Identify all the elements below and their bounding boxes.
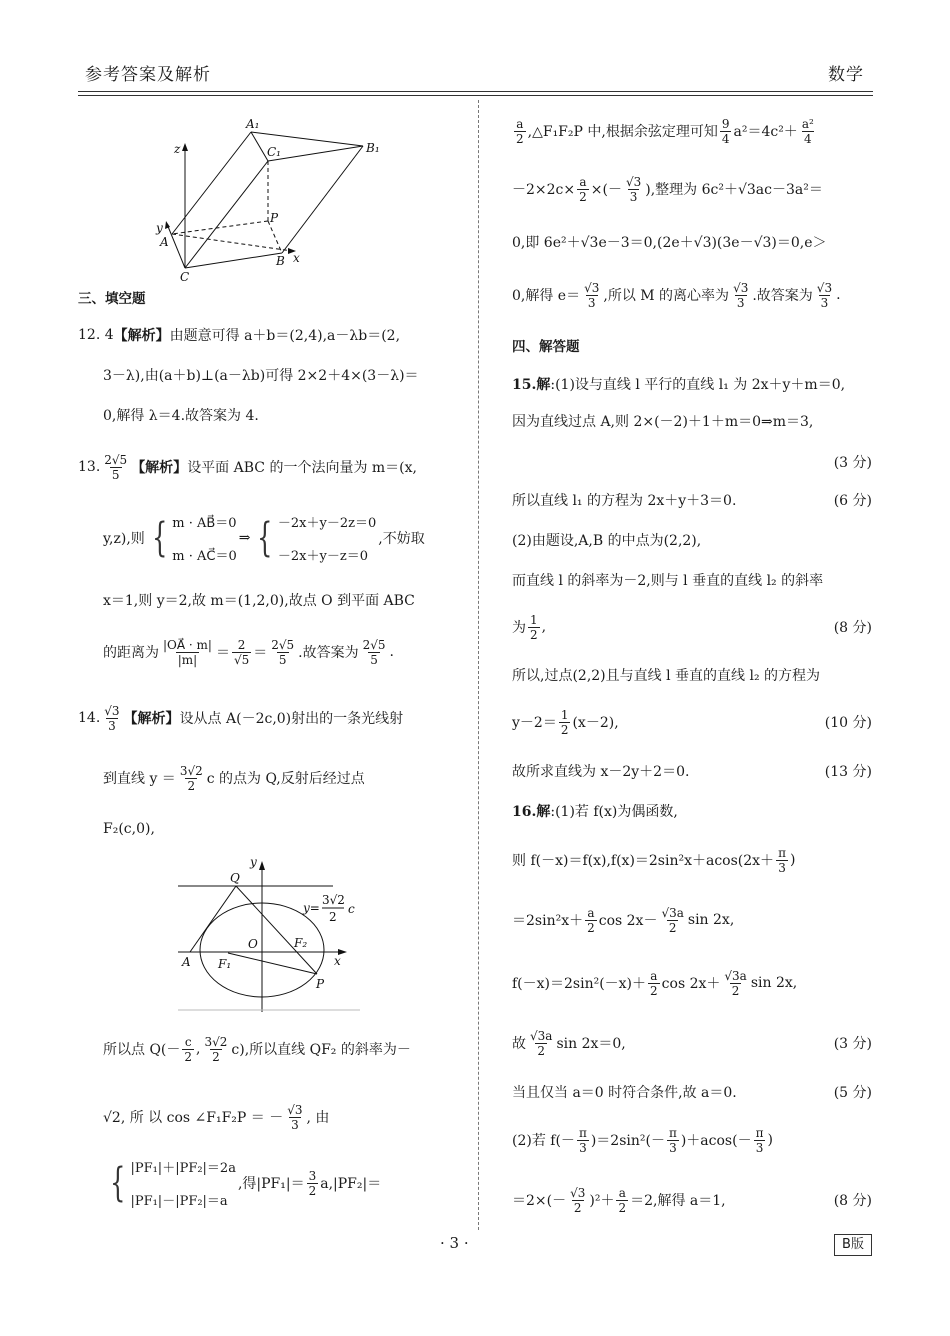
fraction-denominator: 2 — [668, 920, 677, 935]
text-run: F₂(c,0), — [103, 821, 155, 837]
fraction-numerator: √3 — [816, 280, 833, 295]
label-A1: A₁ — [246, 117, 260, 131]
fraction-denominator: 2 — [579, 189, 587, 204]
fraction — [616, 1186, 628, 1215]
text-line — [512, 1030, 872, 1056]
text-line — [512, 847, 872, 873]
text-run: ,△F₁F₂P 中,根据余弦定理可知 — [527, 124, 718, 140]
fraction-numerator: √3 — [287, 1102, 303, 1117]
text-run: y－2＝ — [512, 715, 557, 731]
fraction-denominator: 3 — [629, 189, 638, 204]
text-run: ＝ — [215, 645, 230, 661]
system-rows — [278, 512, 376, 564]
header-rule — [78, 91, 873, 92]
brace-icon: { — [110, 1160, 126, 1206]
text-run: ⇒ — [238, 530, 251, 546]
text-line — [512, 614, 872, 640]
fraction-denominator: 2 — [530, 627, 538, 642]
label-line: y= — [303, 901, 320, 915]
text-run: c 的点为 Q,反射后经过点 — [206, 771, 365, 787]
fraction-numerator: √3a — [724, 968, 747, 983]
text-run: 为 — [512, 620, 526, 636]
fraction — [232, 638, 251, 667]
fraction — [528, 1029, 554, 1058]
score-marker: (8 分) — [833, 620, 872, 636]
fraction-numerator: 2√5 — [362, 637, 386, 652]
text-line — [512, 527, 872, 553]
score-marker: (8 分) — [833, 1193, 872, 1209]
fraction — [582, 281, 601, 310]
text-line — [512, 371, 872, 397]
fraction-denominator: 4 — [803, 131, 812, 146]
fraction — [667, 1126, 679, 1155]
text-line — [512, 709, 872, 735]
fraction — [648, 969, 660, 998]
fraction-denominator: 3 — [579, 1140, 587, 1155]
fraction-numerator: 3√2 — [204, 1034, 228, 1049]
score-marker: (6 分) — [833, 493, 872, 509]
text-run: (2)由题设,A,B 的中点为(2,2), — [512, 533, 702, 549]
text-line — [78, 705, 465, 731]
fraction — [754, 1126, 766, 1155]
text-line — [512, 1187, 872, 1213]
text-run: 的距离为 — [103, 645, 159, 661]
text-run: . — [389, 644, 394, 660]
label-y: y — [156, 221, 163, 235]
brace-icon: { — [151, 515, 168, 561]
label-line-c: c — [348, 902, 355, 916]
score-marker: (10 分) — [824, 715, 872, 731]
text-line — [103, 1160, 465, 1209]
text-line — [78, 454, 465, 480]
fraction — [624, 175, 643, 204]
brace-icon: { — [257, 515, 273, 561]
fraction-numerator: √3 — [625, 174, 642, 189]
fraction-denominator: 2 — [212, 1049, 220, 1064]
text-run: －2×2c× — [512, 182, 576, 198]
header-title: 参考答案及解析 — [85, 65, 211, 85]
fraction-numerator: a — [516, 116, 524, 131]
text-line — [103, 639, 465, 665]
label-B: B — [276, 254, 285, 268]
text-line — [512, 449, 872, 475]
text-run: 所以点 Q(－ — [103, 1042, 181, 1058]
score-marker: (3 分) — [833, 1036, 872, 1052]
text-run: ＝2,解得 a＝1, — [630, 1193, 726, 1209]
score-marker: (5 分) — [833, 1085, 872, 1101]
text-line — [512, 1079, 872, 1105]
equation-system — [252, 512, 376, 564]
fraction-numerator: √3 — [104, 703, 120, 718]
fraction-numerator: 3 — [308, 1168, 317, 1183]
fraction-numerator: 1 — [560, 707, 569, 722]
text-line — [512, 408, 872, 434]
fraction — [577, 175, 589, 204]
text-run: c),所以直线 QF₂ 的斜率为－ — [231, 1042, 411, 1058]
text-run: 设从点 A(－2c,0)射出的一条光线射 — [179, 711, 404, 727]
text-line — [78, 322, 465, 348]
fraction-numerator: 9 — [721, 116, 730, 131]
text-run: cos 2x－ — [598, 913, 658, 929]
label-z: z — [174, 142, 181, 156]
system-row: －2x＋y－z＝0 — [277, 549, 368, 564]
text-run: ×(－ — [590, 182, 622, 198]
label-P: P — [316, 977, 325, 991]
text-run: )＋acos(－ — [680, 1133, 752, 1149]
fraction-numerator: √3 — [733, 280, 749, 295]
text-run: 到直线 y ＝ — [103, 771, 176, 787]
text-run: 0,即 6e²＋√3e－3＝0,(2e＋√3)(3e－√3)＝0,e＞ — [512, 235, 827, 251]
fraction-denominator: 5 — [111, 467, 120, 482]
fraction-denominator: 2 — [308, 1183, 317, 1198]
text-run: sin 2x＝0, — [556, 1036, 626, 1052]
fraction-numerator: 3√2 — [179, 763, 203, 778]
text-line — [512, 907, 872, 933]
fraction-denominator: 3 — [755, 1140, 764, 1155]
fraction-numerator: √3a — [661, 905, 684, 920]
text-line — [103, 587, 465, 613]
text-line — [103, 765, 465, 791]
text-run: cos 2x＋ — [661, 976, 721, 992]
text-run: √2, 所 以 cos ∠F₁F₂P ＝ － — [103, 1110, 284, 1126]
text-run: .故答案为 — [298, 645, 359, 661]
header-rule-thin — [78, 95, 873, 96]
system-row: |PF₁|＋|PF₂|＝2a — [130, 1161, 236, 1176]
text-run: x＝1,则 y＝2,故 m＝(1,2,0),故点 O 到平面 ABC — [103, 593, 415, 609]
text-line — [512, 567, 872, 593]
text-line — [512, 282, 872, 308]
fraction-denominator: √5 — [233, 652, 250, 667]
fraction — [559, 708, 571, 737]
label-C: C — [180, 270, 190, 284]
text-run: 3－λ),由(a＋b)⊥(a－λb)可得 2×2＋4×(3－λ)＝ — [103, 368, 419, 384]
fraction-numerator: π — [755, 1125, 764, 1140]
fraction — [722, 969, 748, 998]
system-rows — [172, 512, 236, 564]
prism-figure — [140, 110, 400, 290]
fraction — [178, 764, 205, 793]
fraction-denominator: 3 — [587, 295, 596, 310]
fraction-numerator: π — [578, 1125, 587, 1140]
fraction-numerator: π — [668, 1125, 677, 1140]
fraction-numerator: a — [587, 905, 595, 920]
text-line — [512, 798, 872, 824]
text-line — [512, 1127, 872, 1153]
text-line — [512, 229, 872, 255]
system-row: m · AB⃗＝0 — [172, 516, 237, 531]
fraction — [269, 638, 296, 667]
text-run: 因为直线过点 A,则 2×(－2)＋1＋m＝0⇒m＝3, — [512, 414, 814, 430]
text-run: sin 2x, — [750, 975, 798, 991]
fraction-numerator: c — [184, 1034, 192, 1049]
text-run: ＝ — [253, 645, 268, 661]
text-run: 由题意可得 a＋b＝(2,4),a－λb＝(2, — [169, 328, 401, 344]
text-run: 当且仅当 a＝0 时符合条件,故 a＝0. — [512, 1085, 737, 1101]
text-run: :(1)若 f(x)为偶函数, — [550, 804, 678, 820]
fraction-numerator: 2√5 — [271, 637, 295, 652]
text-run: (2)若 f(－ — [512, 1133, 575, 1149]
fraction-denominator: |m| — [177, 652, 198, 667]
label-P: P — [270, 211, 279, 225]
fraction — [307, 1169, 319, 1198]
text-line — [512, 176, 872, 202]
label-A: A — [182, 955, 191, 969]
text-run: 而直线 l 的斜率为－2,则与 l 垂直的直线 l₂ 的斜率 — [512, 573, 824, 589]
fraction-denominator: 3 — [778, 860, 786, 875]
label-x: x — [334, 954, 341, 968]
section-heading: 四、解答题 — [512, 339, 580, 355]
label-y: y — [250, 855, 257, 869]
bold-label: 【解析】 — [123, 711, 180, 727]
equation-system — [147, 512, 237, 564]
fraction-denominator: 2 — [560, 722, 569, 737]
bold-label: 【解析】 — [131, 460, 188, 476]
text-run: sin 2x, — [687, 912, 735, 928]
fraction-numerator: a² — [801, 116, 814, 131]
text-line — [103, 402, 465, 428]
text-line — [103, 515, 465, 564]
label-line-num: 3√2 — [322, 893, 345, 907]
fraction-numerator: 1 — [530, 612, 538, 627]
text-run: ＝2×(－ — [512, 1193, 567, 1209]
fraction-denominator: 3 — [108, 718, 116, 733]
text-run: 12. 4 — [78, 327, 114, 343]
fraction — [161, 638, 214, 667]
label-Q: Q — [230, 871, 240, 885]
fraction-denominator: 2 — [573, 1200, 582, 1215]
fraction-denominator: 5 — [278, 652, 287, 667]
text-run: ,所以 M 的离心率为 — [603, 288, 730, 304]
text-line — [512, 118, 872, 144]
label-F2: F₂ — [294, 936, 308, 950]
fraction — [182, 1035, 194, 1064]
fraction-numerator: √3a — [530, 1028, 553, 1043]
fraction — [102, 453, 129, 482]
text-run: 故所求直线为 x－2y＋2＝0. — [512, 764, 690, 780]
text-run: a,|PF₂|＝ — [320, 1176, 382, 1192]
label-line-den: 2 — [329, 910, 337, 924]
text-run: ＝2sin²x＋ — [512, 913, 584, 929]
fraction — [577, 1126, 589, 1155]
text-run: a²＝4c²＋ — [733, 124, 798, 140]
text-run: f(－x)＝2sin²(－x)＋ — [512, 976, 647, 992]
fraction-numerator: √3 — [584, 280, 600, 295]
text-run: 所以直线 l₁ 的方程为 2x＋y＋3＝0. — [512, 493, 737, 509]
text-run: y,z),则 — [103, 531, 145, 547]
fraction-denominator: 2 — [184, 1049, 193, 1064]
text-run: 所以,过点(2,2)且与直线 l 垂直的直线 l₂ 的方程为 — [512, 668, 821, 684]
bold-label: 【解析】 — [113, 328, 170, 344]
fraction — [720, 117, 732, 146]
fraction — [514, 117, 526, 146]
fraction — [776, 846, 788, 875]
text-line — [103, 816, 465, 842]
fraction-denominator: 5 — [370, 652, 378, 667]
fraction-numerator: a — [618, 1185, 626, 1200]
text-run: 0,解得 λ＝4.故答案为 4. — [103, 408, 259, 424]
label-B1: B₁ — [366, 141, 380, 155]
fraction-denominator: 3 — [669, 1140, 677, 1155]
system-row: m · AC⃗＝0 — [172, 549, 237, 564]
score-marker: (13 分) — [824, 764, 872, 780]
system-rows — [130, 1157, 236, 1209]
label-F1: F₁ — [218, 957, 232, 971]
text-run: , — [196, 1041, 201, 1057]
fraction-denominator: 2 — [731, 983, 740, 998]
fraction-denominator: 3 — [820, 295, 829, 310]
fraction-numerator: 2√5 — [104, 452, 128, 467]
fraction-denominator: 3 — [291, 1117, 299, 1132]
text-line — [512, 662, 872, 688]
text-run: 则 f(－x)＝f(x),f(x)＝2sin²x＋acos(2x＋ — [512, 853, 775, 869]
equation-system — [105, 1157, 236, 1209]
fraction — [528, 613, 540, 642]
fraction — [568, 1186, 587, 1215]
fraction — [585, 906, 597, 935]
fraction — [800, 117, 816, 146]
fraction-denominator: 2 — [187, 778, 196, 793]
text-line — [103, 1036, 465, 1062]
text-line — [512, 970, 872, 996]
fraction-denominator: 2 — [516, 131, 524, 146]
text-run: 13. — [78, 459, 101, 475]
fraction-denominator: 3 — [736, 295, 745, 310]
section-heading: 三、填空题 — [78, 291, 146, 307]
text-run: ,不妨取 — [378, 531, 425, 547]
text-line — [103, 362, 465, 388]
text-run: , — [541, 619, 547, 635]
text-run: 0,解得 e＝ — [512, 288, 581, 304]
text-run: ) — [789, 852, 796, 868]
text-run: 故 — [512, 1036, 526, 1052]
label-A: A — [160, 235, 169, 249]
page-number: · 3 · — [440, 1234, 469, 1252]
fraction-denominator: 2 — [618, 1200, 627, 1215]
text-run: )＝2sin²(－ — [590, 1133, 665, 1149]
text-run: 设平面 ABC 的一个法向量为 m＝(x, — [187, 460, 417, 476]
system-row: |PF₁|－|PF₂|＝a — [130, 1194, 228, 1209]
fraction — [285, 1103, 304, 1132]
text-run: )²＋ — [589, 1193, 615, 1209]
score-marker: (3 分) — [833, 455, 872, 471]
label-C1: C₁ — [267, 145, 281, 159]
edition-badge: B版 — [834, 1234, 872, 1256]
text-line — [78, 284, 465, 310]
ellipse-figure — [170, 850, 370, 1020]
text-line — [512, 487, 872, 513]
column-divider — [478, 100, 479, 1230]
text-line — [103, 1104, 465, 1130]
fraction-numerator: a — [650, 968, 658, 983]
text-run: . — [836, 287, 841, 303]
fraction — [361, 638, 388, 667]
fraction — [815, 281, 834, 310]
text-run: ),整理为 6c²＋√3ac－3a²＝ — [645, 182, 823, 198]
text-run: ,得|PF₁|＝ — [237, 1176, 305, 1192]
fraction-denominator: 2 — [650, 983, 658, 998]
text-run: (x－2), — [572, 715, 619, 731]
fraction-denominator: 2 — [587, 920, 595, 935]
fraction — [102, 704, 121, 733]
fraction — [731, 281, 750, 310]
bold-label: 16.解 — [512, 804, 551, 820]
label-O: O — [248, 937, 258, 951]
fraction-numerator: √3 — [570, 1185, 586, 1200]
bold-label: 15.解 — [512, 377, 551, 393]
text-run: 14. — [78, 710, 101, 726]
fraction-numerator: π — [778, 845, 786, 860]
text-line — [512, 332, 872, 358]
fraction — [659, 906, 685, 935]
fraction-numerator: a — [579, 174, 587, 189]
fraction-denominator: 2 — [537, 1043, 546, 1058]
header-subject: 数学 — [828, 65, 864, 85]
text-run: .故答案为 — [752, 288, 813, 304]
fraction-numerator: 2 — [237, 637, 246, 652]
fraction — [202, 1035, 229, 1064]
text-line — [512, 758, 872, 784]
label-x: x — [293, 251, 300, 265]
text-run: :(1)设与直线 l 平行的直线 l₁ 为 2x＋y＋m＝0, — [550, 377, 846, 393]
fraction-denominator: 4 — [721, 131, 730, 146]
text-run: ) — [767, 1132, 773, 1148]
system-row: －2x＋y－2z＝0 — [277, 516, 377, 531]
text-run: , 由 — [306, 1110, 330, 1126]
fraction-numerator: |OA⃗ · m| — [163, 637, 212, 652]
